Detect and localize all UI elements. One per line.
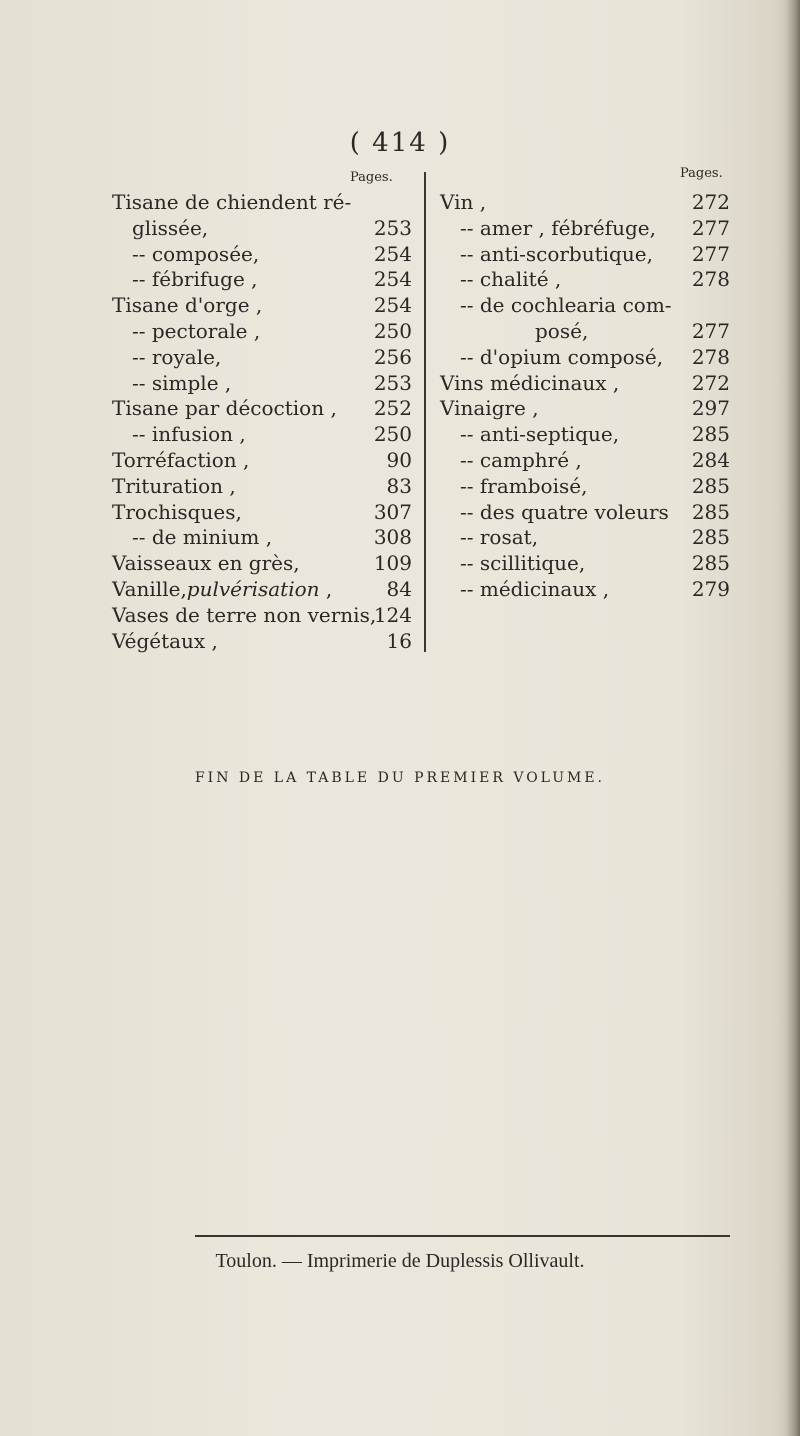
index-entry <box>440 396 730 422</box>
index-entry <box>112 551 412 577</box>
index-entry <box>440 319 730 345</box>
index-entry <box>440 345 730 371</box>
entry-page-number: 308 <box>373 525 412 550</box>
index-entry <box>112 525 412 551</box>
entry-label: -- simple , <box>132 370 232 395</box>
index-entry <box>440 474 730 500</box>
right-pages-label: Pages. <box>680 166 723 181</box>
index-entry <box>440 448 730 474</box>
entry-page-number: 277 <box>691 241 730 266</box>
index-entry <box>440 525 730 551</box>
entry-label: posé, <box>535 318 589 343</box>
index-entry <box>112 474 412 500</box>
entry-label: Vin , <box>440 190 487 214</box>
entry-page-number: 250 <box>373 318 412 343</box>
entry-label: Tisane d'orge , <box>112 293 263 318</box>
entry-page-number: 253 <box>373 215 412 240</box>
entry-page-number: 109 <box>373 551 412 576</box>
entry-label: -- anti-septique, <box>460 422 620 447</box>
entry-page-number: 285 <box>691 473 730 498</box>
entry-label: -- de cochlearia com- <box>460 293 672 318</box>
index-entry <box>112 267 412 293</box>
entry-page-number: 16 <box>386 628 412 653</box>
index-entry <box>112 603 412 629</box>
index-entry <box>112 629 412 655</box>
index-entry <box>440 190 730 216</box>
index-entry <box>112 371 412 397</box>
index-entry <box>440 422 730 448</box>
entry-label: -- anti-scorbutique, <box>460 241 653 266</box>
entry-page-number: 250 <box>373 422 412 447</box>
entry-page-number: 256 <box>373 344 412 369</box>
entry-page-number: 277 <box>691 215 730 240</box>
entry-page-number: 124 <box>373 602 412 627</box>
entry-page-number: 284 <box>691 447 730 472</box>
column-divider <box>424 172 426 652</box>
index-entry <box>440 293 730 319</box>
entry-page-number: 83 <box>386 473 412 498</box>
printer-imprint: Toulon. — Imprimerie de Duplessis Ollivault. <box>215 1250 585 1272</box>
index-entry <box>112 422 412 448</box>
entry-label: Tisane par décoction , <box>112 396 337 421</box>
entry-page-number: 84 <box>386 576 412 601</box>
entry-label: -- infusion , <box>132 422 246 447</box>
entry-page-number: 285 <box>691 422 730 447</box>
index-entry <box>112 396 412 422</box>
entry-page-number: 272 <box>691 370 730 395</box>
footer-rule <box>195 1235 730 1237</box>
entry-label: Vanille,pulvérisation , <box>112 576 333 601</box>
entry-label: Vins médicinaux , <box>440 370 620 395</box>
entry-label: Trituration , <box>112 473 236 498</box>
entry-label: -- composée, <box>132 241 260 266</box>
index-entry <box>112 319 412 345</box>
index-entry <box>112 345 412 371</box>
entry-page-number: 285 <box>691 499 730 524</box>
index-entry <box>440 577 730 603</box>
entry-page-number: 272 <box>691 190 730 214</box>
entry-label: -- camphré , <box>460 447 582 472</box>
entry-label: -- chalité , <box>460 267 562 292</box>
entry-label: -- framboisé, <box>460 473 588 498</box>
index-entry <box>440 267 730 293</box>
entry-label: glissée, <box>132 215 209 240</box>
left-index-column <box>112 190 412 654</box>
entry-page-number: 277 <box>691 318 730 343</box>
index-entry <box>112 216 412 242</box>
page-edge-shadow <box>786 0 800 1436</box>
index-entry <box>440 371 730 397</box>
entry-page-number: 254 <box>373 241 412 266</box>
entry-label: Tisane de chiendent ré- <box>112 190 352 214</box>
entry-label: -- fébrifuge , <box>132 267 258 292</box>
entry-label: Végétaux , <box>112 628 218 653</box>
entry-page-number: 278 <box>691 344 730 369</box>
entry-page-number: 285 <box>691 525 730 550</box>
index-entry <box>440 551 730 577</box>
entry-label: -- rosat, <box>460 525 539 550</box>
entry-page-number: 254 <box>373 293 412 318</box>
entry-page-number: 90 <box>386 447 412 472</box>
entry-page-number: 285 <box>691 551 730 576</box>
end-of-table-note: FIN DE LA TABLE DU PREMIER VOLUME. <box>194 770 606 786</box>
index-entry <box>112 448 412 474</box>
right-index-column <box>440 190 730 603</box>
entry-label: -- de minium , <box>132 525 273 550</box>
index-entry <box>112 190 412 216</box>
index-entry <box>112 577 412 603</box>
entry-label: Vases de terre non vernis, <box>112 602 377 627</box>
entry-page-number: 278 <box>691 267 730 292</box>
index-entry <box>112 242 412 268</box>
index-entry <box>440 242 730 268</box>
left-pages-label: Pages. <box>350 170 393 185</box>
index-entry <box>440 216 730 242</box>
entry-label: -- amer , fébréfuge, <box>460 215 656 240</box>
index-entry <box>440 500 730 526</box>
entry-label: -- royale, <box>132 344 222 369</box>
entry-page-number: 307 <box>373 499 412 524</box>
entry-page-number: 297 <box>691 396 730 421</box>
entry-page-number: 279 <box>691 576 730 601</box>
index-entry <box>112 293 412 319</box>
entry-label: -- scillitique, <box>460 551 586 576</box>
entry-label: -- pectorale , <box>132 318 261 343</box>
entry-page-number: 254 <box>373 267 412 292</box>
entry-page-number: 253 <box>373 370 412 395</box>
index-entry <box>112 500 412 526</box>
entry-label: Torréfaction , <box>112 447 250 472</box>
entry-label: Vaisseaux en grès, <box>112 551 300 576</box>
entry-label: Trochisques, <box>112 499 242 524</box>
entry-label: -- des quatre voleurs <box>460 499 669 524</box>
entry-label: Vinaigre , <box>440 396 539 421</box>
page-number: ( 414 ) <box>349 128 451 158</box>
entry-label: -- médicinaux , <box>460 576 610 601</box>
entry-page-number: 252 <box>373 396 412 421</box>
entry-label: -- d'opium composé, <box>460 344 664 369</box>
